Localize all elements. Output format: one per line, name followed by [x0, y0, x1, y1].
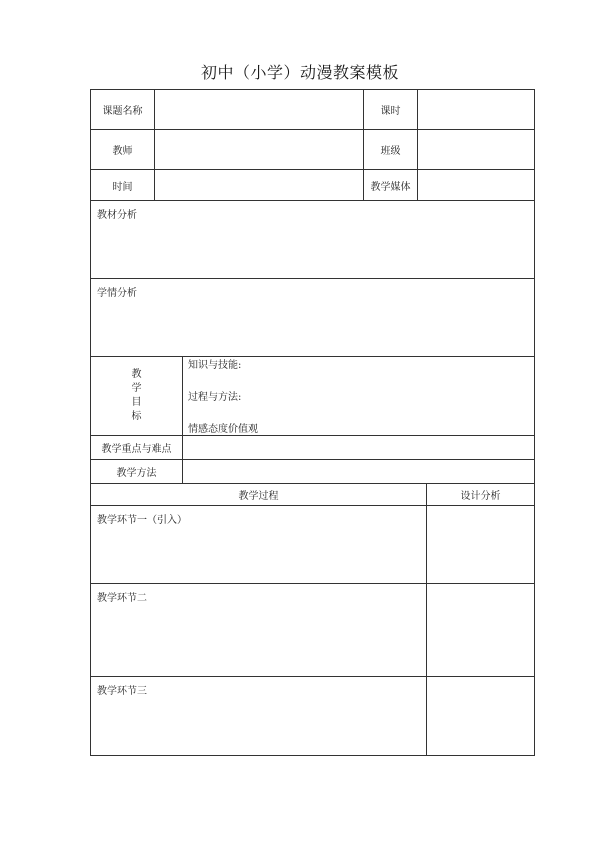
teacher-field[interactable] [155, 130, 364, 169]
stage-3-design-field[interactable] [427, 677, 534, 755]
stage-2-design-field[interactable] [427, 584, 534, 676]
time-row [90, 170, 535, 201]
teacher-label: 教师 [91, 130, 155, 169]
class-field[interactable] [418, 130, 534, 169]
teaching-goals-content[interactable] [183, 357, 534, 435]
class-label: 班级 [364, 130, 418, 169]
goal-char-3: 目 [131, 397, 142, 408]
material-analysis-row[interactable] [90, 201, 535, 279]
method-row [90, 460, 535, 484]
emotion-values-label: 情感态度价值观 [188, 424, 258, 435]
stage-row-3 [90, 677, 535, 756]
process-method-label: 过程与方法: [188, 392, 242, 403]
goal-char-2: 学 [131, 383, 142, 394]
topic-row [90, 89, 535, 130]
method-label: 教学方法 [91, 460, 183, 483]
stage-2-label[interactable]: 教学环节二 [91, 584, 427, 676]
key-points-label: 教学重点与难点 [91, 436, 183, 459]
student-analysis-row[interactable] [90, 279, 535, 357]
document-title: 初中（小学）动漫教案模板 [200, 63, 399, 82]
material-analysis-label: 教材分析 [97, 210, 137, 221]
time-label: 时间 [91, 170, 155, 200]
goal-char-4: 标 [131, 411, 142, 422]
period-label: 课时 [364, 90, 418, 129]
stage-row-1 [90, 506, 535, 584]
topic-field[interactable] [155, 90, 364, 129]
process-header: 教学过程 [91, 484, 427, 505]
stage-3-label[interactable]: 教学环节三 [91, 677, 427, 755]
goal-char-1: 教 [131, 369, 142, 380]
teacher-row [90, 130, 535, 170]
teaching-goals-row [90, 357, 535, 436]
student-analysis-label: 学情分析 [97, 288, 137, 299]
media-label: 教学媒体 [364, 170, 418, 200]
media-field[interactable] [418, 170, 534, 200]
knowledge-skills-label: 知识与技能: [188, 360, 242, 371]
lesson-plan-form [90, 89, 535, 756]
stage-1-design-field[interactable] [427, 506, 534, 583]
period-field[interactable] [418, 90, 534, 129]
process-header-row [90, 484, 535, 506]
stage-row-2 [90, 584, 535, 677]
teaching-goals-label [91, 357, 183, 435]
stage-1-label[interactable]: 教学环节一（引入） [91, 506, 427, 583]
time-field[interactable] [155, 170, 364, 200]
method-field[interactable] [183, 460, 534, 483]
design-header: 设计分析 [460, 491, 501, 502]
topic-label: 课题名称 [91, 90, 155, 129]
